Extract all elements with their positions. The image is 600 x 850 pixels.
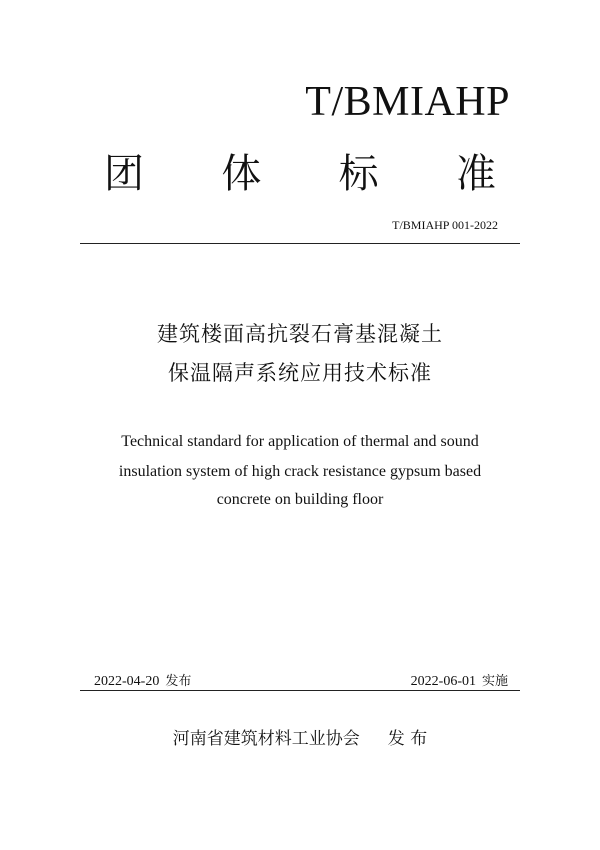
top-divider [80,243,520,244]
standard-type-char: 标 [338,151,379,197]
standard-code-heading: T/BMIAHP [305,79,510,125]
english-title-line-3: concrete on building floor [216,491,384,508]
standard-type-heading [104,148,496,200]
standard-type-char: 准 [455,151,496,197]
standard-type-char: 体 [221,151,262,197]
issuer-name: 河南省建筑材料工业协会 [172,729,360,749]
implement-date-block [411,670,508,690]
english-title-line-2: insulation system of high crack resistance gypsum based [118,463,482,480]
bottom-divider [80,690,520,691]
chinese-title-line-1: 建筑楼面高抗裂石膏基混凝土 [157,322,443,346]
english-title-line-1: Technical standard for application of thermal and sound [121,433,479,450]
standard-number: T/BMIAHP 001-2022 [392,218,498,232]
publish-date: 2022-04-20 [94,674,160,689]
chinese-title-line-2: 保温隔声系统应用技术标准 [168,361,432,385]
standard-type-char: 团 [104,151,144,197]
implement-label: 实施 [481,674,508,689]
issuer-line [0,724,600,749]
implement-date: 2022-06-01 [410,674,476,689]
publish-date-block [94,670,191,690]
issuer-action: 发 布 [387,729,428,749]
publish-label: 发布 [165,674,192,689]
